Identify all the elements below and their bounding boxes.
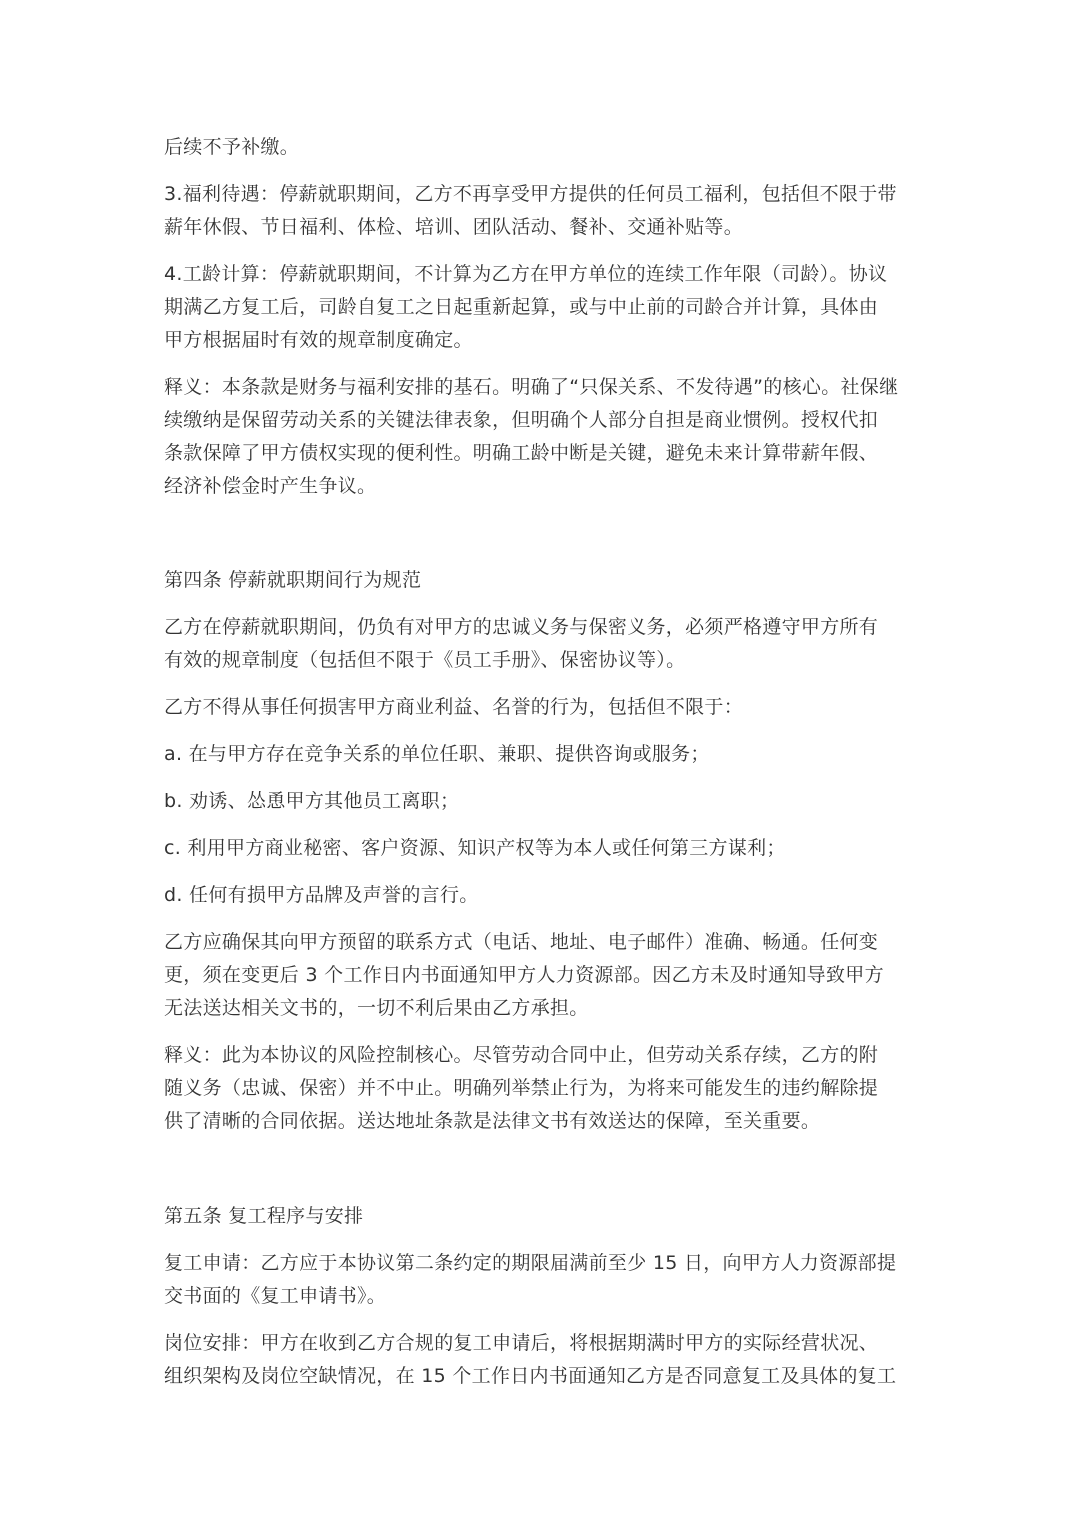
text-line: 3.福利待遇：停薪就职期间，乙方不再享受甲方提供的任何员工福利，包括但不限于带 (164, 183, 897, 205)
section-heading: 第五条 复工程序与安排 (164, 1205, 364, 1227)
section-heading: 第四条 停薪就职期间行为规范 (164, 569, 422, 591)
text-line: 乙方在停薪就职期间，仍负有对甲方的忠诚义务与保密义务，必须严格遵守甲方所有 (164, 616, 879, 638)
text-line: 释义：本条款是财务与福利安排的基石。明确了“只保关系、不发待遇”的核心。社保继 (164, 376, 899, 398)
list-item: c. 利用甲方商业秘密、客户资源、知识产权等为本人或任何第三方谋利； (164, 837, 786, 859)
text-line: 随义务（忠诚、保密）并不中止。明确列举禁止行为，为将来可能发生的违约解除提 (164, 1077, 879, 1099)
text-line: 薪年休假、节日福利、体检、培训、团队活动、餐补、交通补贴等。 (164, 216, 744, 238)
text-line: 续缴纳是保留劳动关系的关键法律表象，但明确个人部分自担是商业惯例。授权代扣 (164, 409, 879, 431)
text-line: 复工申请：乙方应于本协议第二条约定的期限届满前至少 15 日，向甲方人力资源部提 (164, 1252, 897, 1274)
text-line: 交书面的《复工申请书》。 (164, 1285, 387, 1307)
text-line: 条款保障了甲方债权实现的便利性。明确工龄中断是关键，避免未来计算带薪年假、 (164, 442, 879, 464)
list-item: a. 在与甲方存在竞争关系的单位任职、兼职、提供咨询或服务； (164, 743, 710, 765)
text-line: 4.工龄计算：停薪就职期间，不计算为乙方在甲方单位的连续工作年限（司龄）。协议 (164, 263, 888, 285)
text-line: 无法送达相关文书的，一切不利后果由乙方承担。 (164, 997, 589, 1019)
text-line: 乙方应确保其向甲方预留的联系方式（电话、地址、电子邮件）准确、畅通。任何变 (164, 931, 879, 953)
text-line: 乙方不得从事任何损害甲方商业利益、名誉的行为，包括但不限于： (164, 696, 744, 718)
text-line: 期满乙方复工后，司龄自复工之日起重新起算，或与中止前的司龄合并计算，具体由 (164, 296, 879, 318)
text-line: 后续不予补缴。 (164, 136, 300, 158)
text-line: 供了清晰的合同依据。送达地址条款是法律文书有效送达的保障，至关重要。 (164, 1110, 821, 1132)
list-item: b. 劝诱、怂恿甲方其他员工离职； (164, 790, 460, 812)
text-line: 释义：此为本协议的风险控制核心。尽管劳动合同中止，但劳动关系存续，乙方的附 (164, 1044, 879, 1066)
text-line: 经济补偿金时产生争议。 (164, 475, 377, 497)
text-line: 岗位安排：甲方在收到乙方合规的复工申请后，将根据期满时甲方的实际经营状况、 (164, 1332, 879, 1354)
text-line: 更，须在变更后 3 个工作日内书面通知甲方人力资源部。因乙方未及时通知导致甲方 (164, 964, 884, 986)
text-line: 甲方根据届时有效的规章制度确定。 (164, 329, 473, 351)
list-item: d. 任何有损甲方品牌及声誉的言行。 (164, 884, 479, 906)
text-line: 组织架构及岗位空缺情况，在 15 个工作日内书面通知乙方是否同意复工及具体的复工 (164, 1365, 897, 1387)
text-line: 有效的规章制度（包括但不限于《员工手册》、保密协议等）。 (164, 649, 686, 671)
